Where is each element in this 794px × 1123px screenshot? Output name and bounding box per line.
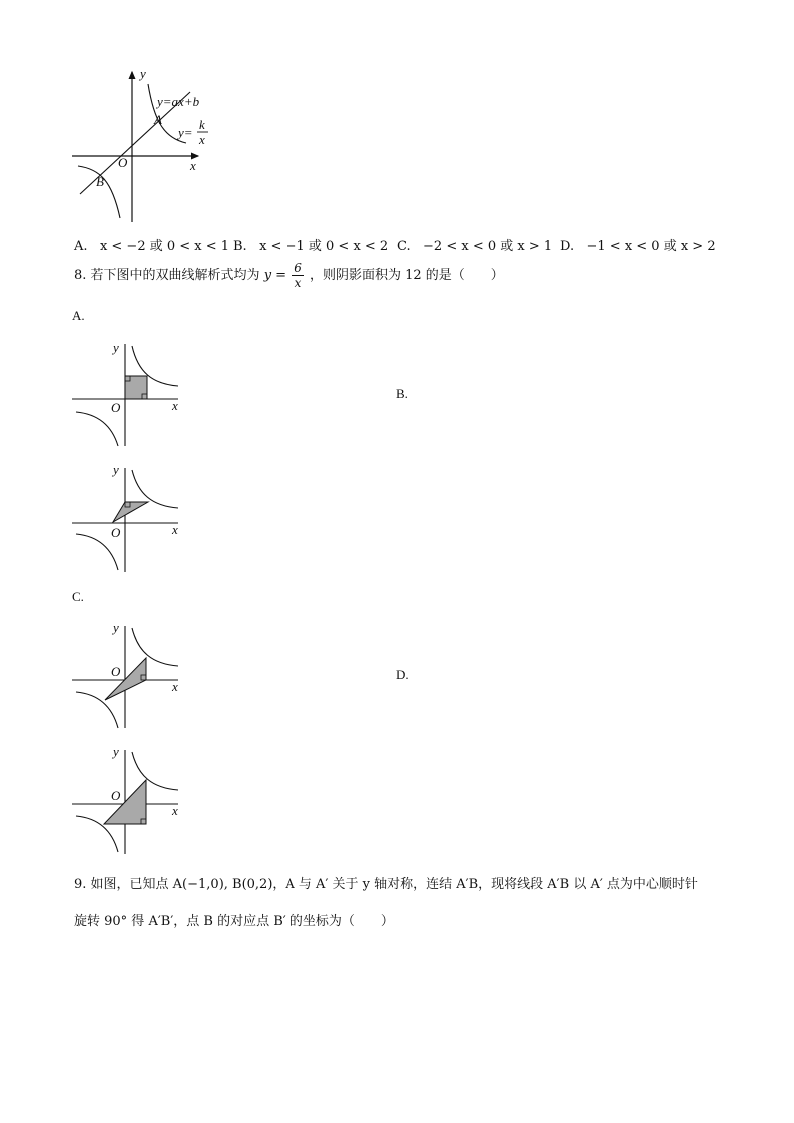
graph-a — [68, 338, 188, 448]
q7-choice-a-text: x < −2 或 0 < x < 1 — [99, 239, 230, 254]
curve-label-y: y= — [178, 125, 193, 140]
q7-figure — [68, 66, 218, 226]
graph-c — [68, 620, 188, 730]
graph-a-y-label: y — [113, 340, 119, 355]
q8-option-d-label[interactable]: D. — [396, 667, 409, 682]
graph-c-x-label: x — [172, 679, 178, 694]
graph-c-hyperbola-q1 — [132, 628, 178, 666]
graph-a-shaded-rect — [125, 376, 147, 399]
q7-choice-c-text: −2 < x < 0 或 x > 1 — [423, 239, 553, 254]
point-a-label: A — [154, 112, 162, 127]
graph-b-x-label: x — [172, 522, 178, 537]
q8-eq-lhs: y = — [263, 268, 287, 283]
q8-frac-den: x — [294, 276, 302, 290]
point-b-label: B — [96, 174, 104, 189]
q9-line-2: 旋转 90° 得 A′B′，点 B 的对应点 B′ 的坐标为（ ） — [74, 914, 394, 929]
q7-choice-d[interactable] — [560, 235, 716, 254]
graph-b-shaded-triangle — [113, 502, 148, 522]
graph-d-origin: O — [111, 788, 121, 803]
q7-choice-b-text: x < −1 或 0 < x < 2 — [259, 239, 389, 254]
x-axis-label: x — [190, 158, 196, 173]
graph-b — [68, 462, 188, 572]
q7-choice-b-label: B. — [233, 239, 247, 254]
q7-choice-c-label: C. — [397, 239, 411, 254]
graph-d — [68, 744, 188, 854]
q8-frac-num: 6 — [294, 261, 302, 275]
q7-choice-a[interactable] — [74, 235, 229, 254]
graph-b-origin: O — [111, 525, 121, 540]
graph-a-x-label: x — [172, 398, 178, 413]
graph-d-x-label: x — [172, 803, 178, 818]
q8-stem — [74, 262, 504, 289]
line-label: y=ax+b — [157, 94, 200, 109]
q7-choice-d-label: D. — [560, 239, 575, 254]
q7-choice-a-label: A. — [74, 239, 88, 254]
q7-choice-d-text: −1 < x < 0 或 x > 2 — [586, 239, 716, 254]
q9-line-1: 9. 如图，已知点 A(−1,0), B(0,2)，A 与 A′ 关于 y 轴对称，连结 A′B，现将线段 A′B 以 A′ 点为中心顺时针 — [74, 877, 698, 892]
graph-d-hyperbola-q1 — [132, 752, 178, 790]
origin-label: O — [118, 155, 128, 170]
graph-b-y-label: y — [113, 462, 119, 477]
graph-c-origin: O — [111, 664, 121, 679]
graph-c-y-label: y — [113, 620, 119, 635]
curve-label-den: x — [199, 132, 205, 147]
q8-option-b-label[interactable]: B. — [396, 386, 408, 401]
curve-label-num: k — [199, 117, 205, 132]
q7-choice-b[interactable] — [233, 235, 388, 254]
y-axis-label: y — [140, 66, 146, 81]
q8-prefix: 8. 若下图中的双曲线解析式均为 — [74, 268, 260, 283]
q8-option-a-label[interactable]: A. — [72, 308, 85, 323]
graph-c-hyperbola-q3 — [76, 692, 118, 728]
graph-a-hyperbola-q3 — [76, 412, 118, 446]
q8-fraction — [292, 262, 304, 289]
q7-choice-c[interactable] — [397, 235, 552, 254]
graph-d-y-label: y — [113, 744, 119, 759]
q8-suffix: ，则阴影面积为 12 的是（ ） — [309, 268, 504, 283]
graph-a-origin: O — [111, 400, 121, 415]
q8-option-c-label[interactable]: C. — [72, 589, 84, 604]
